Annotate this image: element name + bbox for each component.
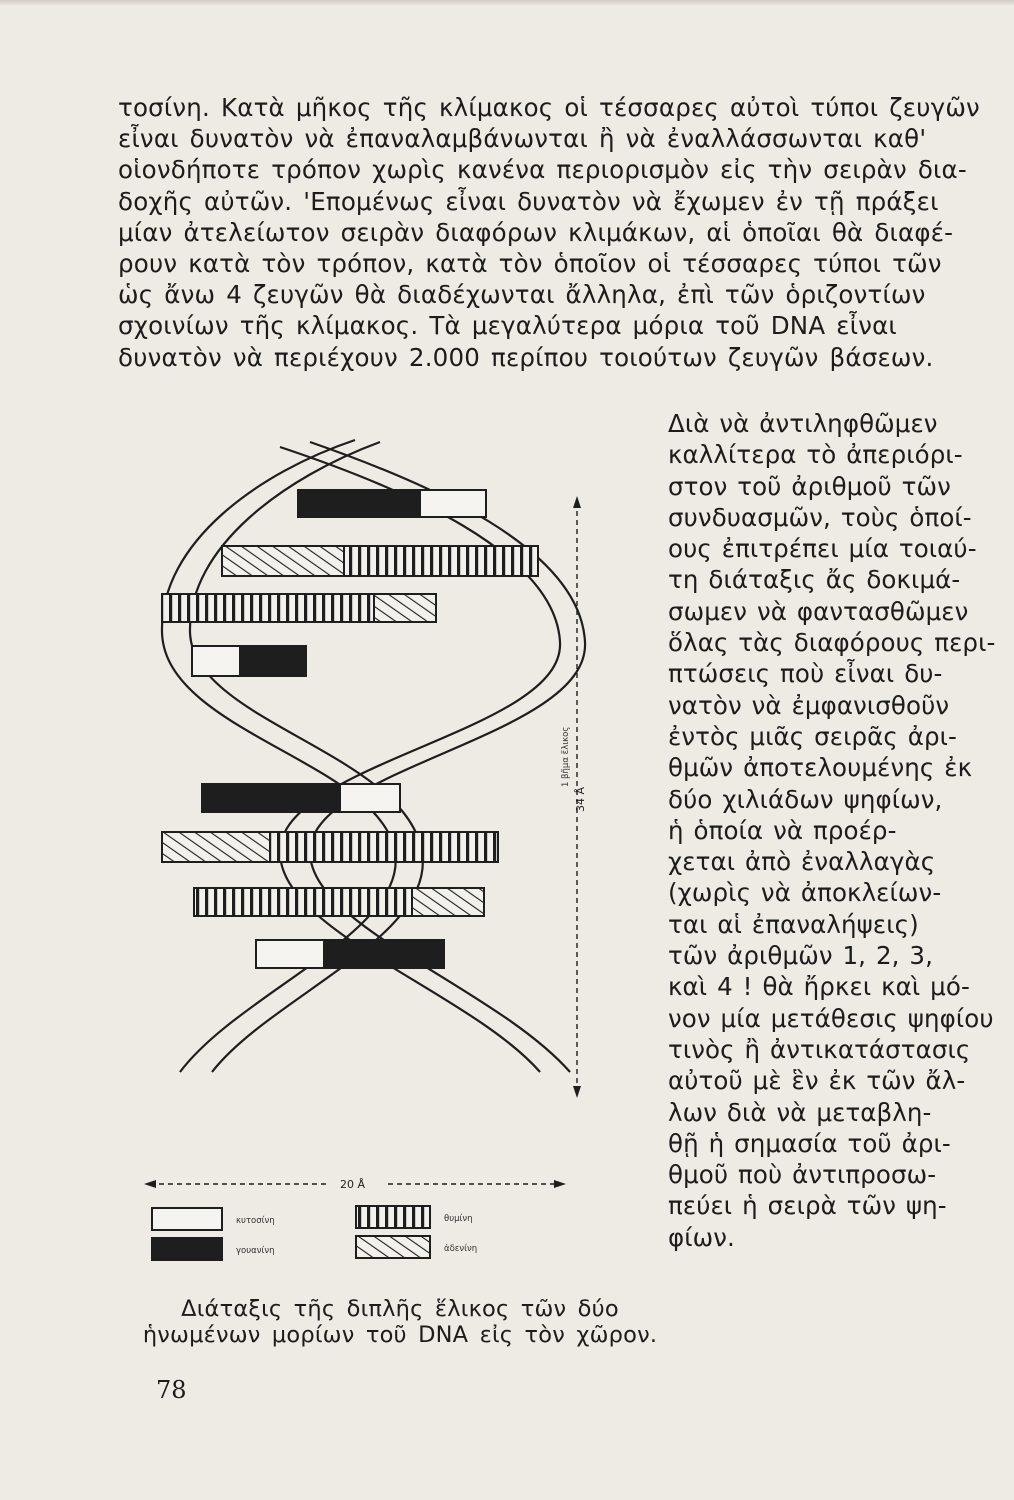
column-line: νον μία μετάθεσις ψηφίου	[668, 1003, 994, 1033]
base-thymine	[344, 546, 538, 576]
base-cytosine	[340, 784, 400, 812]
column-line: χεται ἀπὸ ἐναλλαγὰς	[668, 847, 936, 877]
column-line: συνδυασμῶν, τοὺς ὁποί-	[668, 502, 972, 532]
legend-adenine-label: ἀδενίνη	[444, 1244, 478, 1254]
text-line: σχοινίων τῆς κλίμακος. Τὰ μεγαλύτερα μόρια τοῦ DNA εἶναι	[118, 311, 897, 341]
text-line: ρουν κατὰ τὸν τρόπον, κατὰ τὸν ὁποῖον οἱ τέσσαρες τύποι τῶν	[118, 248, 942, 278]
column-line: θμῶν ἀποτελουμένης ἐκ	[668, 753, 973, 783]
width-label: 20 Å	[340, 1178, 366, 1191]
base-guanine	[298, 490, 420, 517]
column-line: πτώσεις ποὺ εἶναι δυ-	[668, 659, 943, 689]
figure-caption	[140, 1296, 660, 1348]
column-line: ὅλας τὰς διαφόρους περι-	[668, 628, 996, 658]
column-line: καὶ 4 ! θὰ ἤρκει καὶ μό-	[668, 972, 970, 1002]
column-line: σωμεν νὰ φαντασθῶμεν	[668, 596, 969, 626]
text-line: εἶναι δυνατὸν νὰ ἐπαναλαμβάνωνται ἢ νὰ ἐναλλάσσωνται καθ'	[118, 124, 927, 154]
column-line: τινὸς ἢ ἀντικατάστασις	[668, 1034, 971, 1064]
legend-guanine-label: γουανίνη	[236, 1246, 275, 1256]
column-line: νατὸν νὰ ἐμφανισθοῦν	[668, 690, 950, 720]
base-thymine	[270, 832, 498, 862]
base-guanine	[324, 940, 444, 968]
legend-adenine-swatch	[356, 1236, 430, 1258]
body-text-block	[118, 92, 978, 373]
text-line: δοχῆς αὐτῶν. 'Επομένως εἶναι δυνατὸν νὰ ἔχωμεν ἐν τῇ πράξει	[118, 186, 939, 216]
pitch-label: 1 βῆμα ἕλικος	[561, 726, 571, 787]
column-line: φίων.	[668, 1222, 735, 1252]
caption-line-2: ἡνωμένων μορίων τοῦ DNA εἰς τὸν χῶρον.	[142, 1322, 658, 1348]
column-line: Διὰ νὰ ἀντιληφθῶμεν	[668, 409, 938, 438]
legend	[152, 1206, 477, 1260]
helix-strand-b	[280, 442, 585, 1072]
legend-guanine-swatch	[152, 1238, 222, 1260]
page-number: 78	[156, 1376, 187, 1404]
column-line: ἐντὸς μιᾶς σειρᾶς ἀρι-	[668, 721, 957, 751]
column-line: θμοῦ ποὺ ἀντιπροσω-	[668, 1160, 937, 1190]
column-line: θῇ ἡ σημασία τοῦ ἀρι-	[668, 1128, 951, 1158]
base-guanine	[240, 646, 306, 676]
base-cytosine	[192, 646, 240, 676]
column-line: (χωρὶς νὰ ἀποκλείων-	[668, 878, 942, 908]
helix-strand-a	[162, 440, 423, 1072]
base-adenine	[412, 888, 484, 916]
column-line: τη διάταξις ἄς δοκιμά-	[668, 565, 961, 595]
page-edge	[0, 0, 1014, 6]
base-thymine	[194, 888, 412, 916]
base-cytosine	[420, 490, 486, 517]
column-line: πεύει ἡ σειρὰ τῶν ψη-	[668, 1191, 947, 1221]
diagram-legend-area	[140, 1172, 600, 1282]
text-line: μίαν ἀτελείωτον σειρὰν διαφόρων κλιμάκων, αἱ ὁποῖαι θὰ διαφέ-	[118, 217, 954, 247]
text-line: τοσίνη. Κατὰ μῆκος τῆς κλίμακος οἱ τέσσαρες αὐτοὶ τύποι ζευγῶν	[118, 93, 980, 122]
text-line: δυνατὸν νὰ περιέχουν 2.000 περίπου τοιούτων ζευγῶν βάσεων.	[118, 342, 934, 372]
column-line: καλλίτερα τὸ ἀπεριόρι-	[668, 440, 963, 470]
legend-thymine-swatch	[356, 1206, 430, 1228]
base-adenine	[222, 546, 344, 576]
caption-line-1: Διάταξις τῆς διπλῆς ἕλικος τῶν δύο	[181, 1296, 619, 1322]
text-line: ὡς ἄνω 4 ζευγῶν θὰ διαδέχωνται ἄλληλα, ἐπὶ τῶν ὁριζοντίων	[118, 280, 926, 310]
legend-cytosine-swatch	[152, 1208, 222, 1230]
text-line: οἱονδήποτε τρόπον χωρὶς κανένα περιορισμὸν εἰς τὴν σειρὰν δια-	[118, 155, 967, 185]
column-line: δύο χιλιάδων ψηφίων,	[668, 784, 943, 814]
column-line: ἡ ὁποία νὰ προέρ-	[668, 815, 897, 845]
column-line: στον τοῦ ἀριθμοῦ τῶν	[668, 471, 951, 501]
pitch-length-label: 34 Å	[574, 786, 587, 812]
legend-thymine-label: θυμίνη	[444, 1214, 473, 1224]
dna-helix-diagram	[140, 432, 600, 1072]
base-cytosine	[256, 940, 324, 968]
column-line: αὐτοῦ μὲ ἓν ἐκ τῶν ἄλ-	[668, 1066, 966, 1096]
side-column-text	[668, 408, 996, 1253]
base-guanine	[202, 784, 340, 812]
base-adenine	[162, 832, 270, 862]
width-dimension	[144, 1178, 566, 1191]
base-thymine	[162, 594, 374, 622]
column-line: ται αἱ ἐπαναλήψεις)	[668, 909, 919, 939]
column-line: λων διὰ νὰ μεταβλη-	[668, 1097, 932, 1127]
column-line: ους ἐπιτρέπει μία τοιαύ-	[668, 534, 977, 564]
legend-cytosine-label: κυτοσίνη	[236, 1216, 275, 1226]
base-adenine	[374, 594, 436, 622]
column-line: τῶν ἀριθμῶν 1, 2, 3,	[668, 941, 934, 971]
